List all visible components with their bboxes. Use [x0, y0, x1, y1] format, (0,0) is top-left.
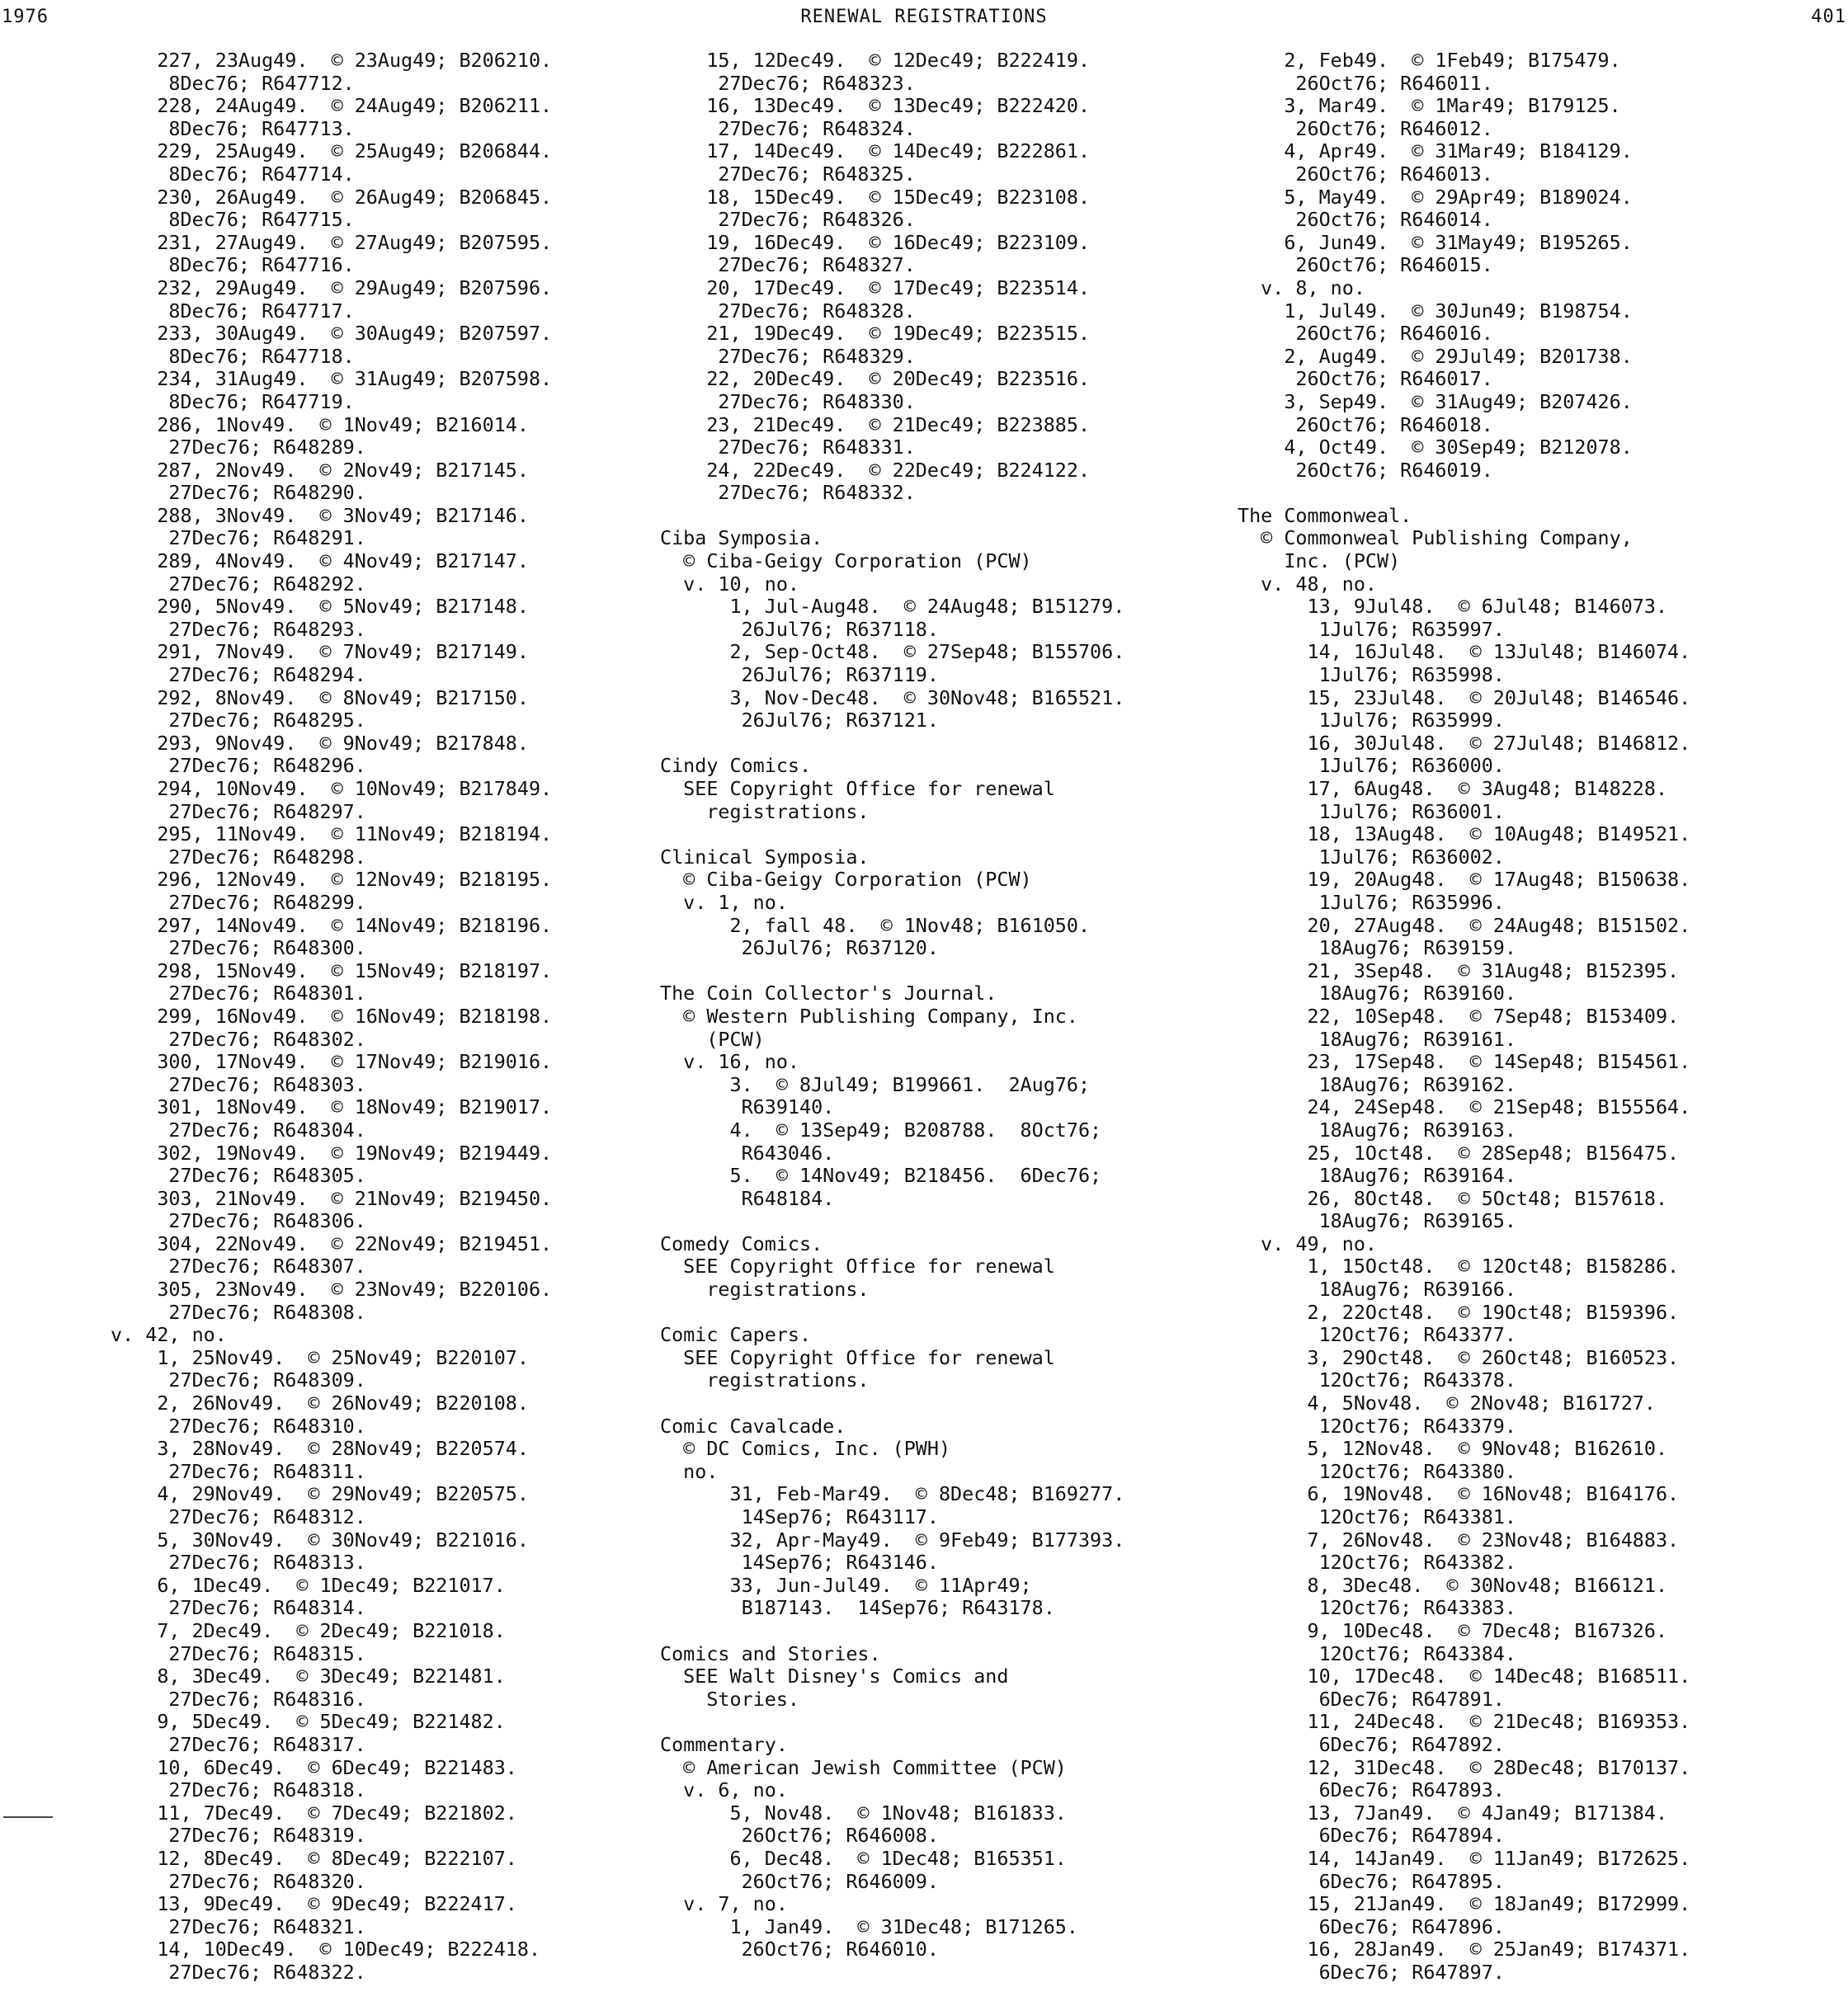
entry-line: 13, 9Jul48. © 6Jul48; B146073. [1238, 595, 1668, 619]
entry-line: 27Dec76; R648290. [111, 481, 366, 505]
entry-line: 298, 15Nov49. © 15Nov49; B218197. [111, 958, 553, 982]
entry-line: 18Aug76; R639161. [1238, 1027, 1516, 1051]
entry-line: 231, 27Aug49. © 27Aug49; B207595. [111, 230, 553, 254]
entry-line: 15, 21Jan49. © 18Jan49; B172999. [1238, 1892, 1691, 1916]
entry-line: 27Dec76; R648316. [111, 1687, 366, 1711]
entry-line: v. 8, no. [1238, 275, 1365, 299]
entry-line: 26Oct76; R646013. [1238, 162, 1493, 186]
entry-line: 17, 14Dec49. © 14Dec49; B222861. [660, 139, 1091, 163]
entry-line: 232, 29Aug49. © 29Aug49; B207596. [111, 275, 553, 299]
entry-line: 27Dec76; R648292. [111, 572, 366, 596]
entry-line: 289, 4Nov49. © 4Nov49; B217147. [111, 549, 529, 573]
entry-line: 27Dec76; R648299. [111, 890, 366, 914]
entry-line [660, 505, 1221, 528]
column-right [1238, 49, 1848, 1984]
entry-line: 27Dec76; R648330. [660, 389, 916, 413]
entry-line: 1Jul76; R636000. [1238, 754, 1505, 778]
entry-line: 27Dec76; R648329. [660, 344, 916, 368]
entry-line: 16, 13Dec49. © 13Dec49; B222420. [660, 94, 1091, 118]
entry-line: 26Oct76; R646012. [1238, 116, 1493, 140]
entry-line: 12Oct76; R643379. [1238, 1414, 1516, 1438]
entry-line: 10, 17Dec48. © 14Dec48; B168511. [1238, 1665, 1691, 1688]
entry-line: 8, 3Dec49. © 3Dec49; B221481. [111, 1665, 506, 1688]
entry-line: 2, Sep-Oct48. © 27Sep48; B155706. [660, 640, 1125, 664]
entry-line: 2, Aug49. © 29Jul49; B201738. [1238, 344, 1633, 368]
entry-line: 15, 12Dec49. © 12Dec49; B222419. [660, 49, 1091, 72]
entry-line: R648184. [660, 1186, 835, 1210]
entry-line: 27Dec76; R648302. [111, 1027, 366, 1051]
entry-line: 301, 18Nov49. © 18Nov49; B219017. [111, 1095, 553, 1119]
entry-line: 27Dec76; R648289. [111, 436, 366, 459]
entry-line: 27Dec76; R648320. [111, 1869, 366, 1893]
entry-line: 5. © 14Nov49; B218456. 6Dec76; [660, 1164, 1102, 1188]
entry-line: v. 10, no. [660, 572, 799, 596]
entry-line: 27Dec76; R648294. [111, 663, 366, 687]
entry-line: 26Jul76; R637120. [660, 936, 939, 960]
entry-line: 26Jul76; R637118. [660, 617, 939, 641]
entry-line: 18, 15Dec49. © 15Dec49; B223108. [660, 185, 1091, 209]
entry-line: 13, 9Dec49. © 9Dec49; B222417. [111, 1892, 517, 1916]
entry-line: © Commonweal Publishing Company, [1238, 526, 1633, 550]
entry-line [660, 732, 1221, 756]
entry-line: R639140. [660, 1095, 835, 1119]
entry-line: 12Oct76; R643382. [1238, 1551, 1516, 1575]
entry-line: 18Aug76; R639162. [1238, 1072, 1516, 1096]
entry-line: 304, 22Nov49. © 22Nov49; B219451. [111, 1231, 553, 1255]
entry-line: 24, 24Sep48. © 21Sep48; B155564. [1238, 1095, 1691, 1119]
page-number: 401 [1811, 7, 1846, 27]
entry-line: 2, Feb49. © 1Feb49; B175479. [1238, 49, 1621, 72]
entry-line: 27Dec76; R648304. [111, 1118, 366, 1142]
entry-line: 27Dec76; R648321. [111, 1914, 366, 1938]
entry-line: 12Oct76; R643381. [1238, 1505, 1516, 1528]
entry-line: 2, 22Oct48. © 19Oct48; B159396. [1238, 1300, 1680, 1324]
entry-line: 11, 24Dec48. © 21Dec48; B169353. [1238, 1710, 1691, 1734]
entry-line: 27Dec76; R648301. [111, 982, 366, 1005]
entry-line: 12Oct76; R643383. [1238, 1596, 1516, 1620]
entry-line: SEE Copyright Office for renewal [660, 777, 1055, 800]
entry-line: v. 16, no. [660, 1050, 799, 1074]
entry-line: 27Dec76; R648317. [111, 1732, 366, 1756]
entry-line: 26Jul76; R637121. [660, 709, 939, 732]
entry-line: 297, 14Nov49. © 14Nov49; B218196. [111, 913, 553, 937]
margin-mark [3, 1816, 53, 1818]
entry-line: 227, 23Aug49. © 23Aug49; B206210. [111, 49, 553, 72]
entry-line: 27Dec76; R648303. [111, 1072, 366, 1096]
entry-line: 26Jul76; R637119. [660, 663, 939, 687]
entry-line: 18Aug76; R639166. [1238, 1278, 1516, 1302]
entry-line: 302, 19Nov49. © 19Nov49; B219449. [111, 1141, 553, 1165]
entry-line: 8Dec76; R647717. [111, 299, 355, 323]
entry-line: 6Dec76; R647894. [1238, 1824, 1505, 1848]
entry-line: 27Dec76; R648318. [111, 1778, 366, 1802]
entry-line: 19, 16Dec49. © 16Dec49; B223109. [660, 230, 1091, 254]
entry-line: 12Oct76; R643377. [1238, 1323, 1516, 1347]
entry-line: 26Oct76; R646018. [1238, 412, 1493, 436]
entry-line: 6Dec76; R647891. [1238, 1687, 1505, 1711]
entry-line [660, 823, 1221, 846]
entry-line: 14, 16Jul48. © 13Jul48; B146074. [1238, 640, 1691, 664]
entry-line: 6Dec76; R647892. [1238, 1732, 1505, 1756]
entry-line: 26Oct76; R646011. [1238, 71, 1493, 95]
entry-line: 1Jul76; R635997. [1238, 617, 1505, 641]
entry-line: 1Jul76; R635996. [1238, 890, 1505, 914]
entry-line: 14, 14Jan49. © 11Jan49; B172625. [1238, 1846, 1691, 1870]
entry-line: 22, 20Dec49. © 20Dec49; B223516. [660, 367, 1091, 391]
entry-line: 31, Feb-Mar49. © 8Dec48; B169277. [660, 1482, 1125, 1506]
entry-line: © Ciba-Geigy Corporation (PCW) [660, 868, 1032, 892]
entry-line: v. 1, no. [660, 890, 788, 914]
entry-line: The Coin Collector's Journal. [660, 982, 997, 1005]
entry-line: SEE Copyright Office for renewal [660, 1255, 1055, 1279]
entry-line [660, 1620, 1221, 1643]
entry-line: 22, 10Sep48. © 7Sep48; B153409. [1238, 1004, 1680, 1028]
entry-line: 5, Nov48. © 1Nov48; B161833. [660, 1801, 1067, 1825]
entry-line [660, 1392, 1221, 1415]
entry-line: 27Dec76; R648310. [111, 1414, 366, 1438]
entry-line: 10, 6Dec49. © 6Dec49; B221483. [111, 1755, 517, 1779]
entry-line: 1Jul76; R635999. [1238, 709, 1505, 732]
entry-line: 20, 17Dec49. © 17Dec49; B223514. [660, 275, 1091, 299]
entry-line: 24, 22Dec49. © 22Dec49; B224122. [660, 458, 1091, 482]
entry-line: 27Dec76; R648296. [111, 754, 366, 778]
entry-line: 4, 29Nov49. © 29Nov49; B220575. [111, 1482, 529, 1506]
entry-line: 18Aug76; R639165. [1238, 1209, 1516, 1233]
entry-line: 27Dec76; R648327. [660, 253, 916, 277]
entry-line: 8Dec76; R647716. [111, 253, 355, 277]
entry-line: 12Oct76; R643384. [1238, 1641, 1516, 1665]
entry-line: 27Dec76; R648325. [660, 162, 916, 186]
entry-line: 9, 5Dec49. © 5Dec49; B221482. [111, 1710, 506, 1734]
entry-line: 228, 24Aug49. © 24Aug49; B206211. [111, 94, 553, 118]
entry-line: 5, 30Nov49. © 30Nov49; B221016. [111, 1528, 529, 1552]
entry-line: 8Dec76; R647719. [111, 389, 355, 413]
entry-line: 299, 16Nov49. © 16Nov49; B218198. [111, 1004, 553, 1028]
entry-line: 5, 12Nov48. © 9Nov48; B162610. [1238, 1437, 1668, 1461]
entry-line: 296, 12Nov49. © 12Nov49; B218195. [111, 868, 553, 892]
entry-line: 6, 19Nov48. © 16Nov48; B164176. [1238, 1482, 1680, 1506]
entry-line: 233, 30Aug49. © 30Aug49; B207597. [111, 322, 553, 346]
entry-line: © DC Comics, Inc. (PWH) [660, 1437, 951, 1461]
entry-line: 27Dec76; R648326. [660, 208, 916, 232]
entry-line: 27Dec76; R648314. [111, 1596, 366, 1620]
entry-line: 27Dec76; R648315. [111, 1641, 366, 1665]
entry-line: 8Dec76; R647715. [111, 208, 355, 232]
entry-line [660, 1302, 1221, 1325]
entry-line: 18Aug76; R639160. [1238, 982, 1516, 1005]
column-left [111, 49, 688, 1984]
entry-line: R643046. [660, 1141, 835, 1165]
entry-line: 303, 21Nov49. © 21Nov49; B219450. [111, 1186, 553, 1210]
entry-line: 27Dec76; R648308. [111, 1300, 366, 1324]
entry-line: 4, Oct49. © 30Sep49; B212078. [1238, 436, 1633, 459]
entry-line: 26Oct76; R646014. [1238, 208, 1493, 232]
entry-line: 1Jul76; R635998. [1238, 663, 1505, 687]
entry-line: 26, 8Oct48. © 5Oct48; B157618. [1238, 1186, 1668, 1210]
entry-line: 7, 26Nov48. © 23Nov48; B164883. [1238, 1528, 1680, 1552]
entry-line: 23, 17Sep48. © 14Sep48; B154561. [1238, 1050, 1691, 1074]
entry-line: 33, Jun-Jul49. © 11Apr49; [660, 1573, 1032, 1597]
entry-line: 19, 20Aug48. © 17Aug48; B150638. [1238, 868, 1691, 892]
entry-line: 293, 9Nov49. © 9Nov49; B217848. [111, 731, 529, 755]
entry-line: SEE Copyright Office for renewal [660, 1345, 1055, 1369]
entry-line: 27Dec76; R648311. [111, 1459, 366, 1483]
entry-line: SEE Walt Disney's Comics and [660, 1665, 1009, 1688]
entry-line: 26Oct76; R646017. [1238, 367, 1493, 391]
entry-line: 27Dec76; R648331. [660, 436, 916, 459]
entry-line: 3, Nov-Dec48. © 30Nov48; B165521. [660, 685, 1125, 709]
entry-line: 8Dec76; R647713. [111, 116, 355, 140]
entry-line: 16, 30Jul48. © 27Jul48; B146812. [1238, 731, 1691, 755]
entry-line: B187143. 14Sep76; R643178. [660, 1596, 1055, 1620]
entry-line: 1, Jul49. © 30Jun49; B198754. [1238, 299, 1633, 323]
entry-line: 295, 11Nov49. © 11Nov49; B218194. [111, 822, 553, 846]
entry-line: 11, 7Dec49. © 7Dec49; B221802. [111, 1801, 517, 1825]
entry-line: 27Dec76; R648291. [111, 526, 366, 550]
entry-line: 229, 25Aug49. © 25Aug49; B206844. [111, 139, 553, 163]
entry-line: 27Dec76; R648300. [111, 936, 366, 960]
entry-line: 305, 23Nov49. © 23Nov49; B220106. [111, 1278, 553, 1302]
entry-line: 3. © 8Jul49; B199661. 2Aug76; [660, 1072, 1091, 1096]
entry-line: 1, 15Oct48. © 12Oct48; B158286. [1238, 1255, 1680, 1279]
entry-line: 6Dec76; R647897. [1238, 1960, 1505, 1984]
entry-line: 8Dec76; R647714. [111, 162, 355, 186]
entry-line: 27Dec76; R648309. [111, 1368, 366, 1392]
entry-line: 27Dec76; R648306. [111, 1209, 366, 1233]
entry-line: 12, 8Dec49. © 8Dec49; B222107. [111, 1846, 517, 1870]
entry-line: 8Dec76; R647718. [111, 344, 355, 368]
entry-line: 1Jul76; R636002. [1238, 845, 1505, 869]
entry-line: 291, 7Nov49. © 7Nov49; B217149. [111, 640, 529, 664]
entry-line: registrations. [660, 799, 870, 823]
entry-line: 18Aug76; R639159. [1238, 936, 1516, 960]
entry-line: © American Jewish Committee (PCW) [660, 1755, 1067, 1779]
entry-line: 13, 7Jan49. © 4Jan49; B171384. [1238, 1801, 1668, 1825]
entry-line: v. 7, no. [660, 1892, 788, 1916]
entry-line: v. 48, no. [1238, 572, 1377, 596]
entry-line: 18Aug76; R639163. [1238, 1118, 1516, 1142]
entry-line: 7, 2Dec49. © 2Dec49; B221018. [111, 1618, 506, 1642]
page-title: RENEWAL REGISTRATIONS [800, 7, 1048, 27]
entry-line: 1, Jan49. © 31Dec48; B171265. [660, 1914, 1078, 1938]
entry-line: 6Dec76; R647895. [1238, 1869, 1505, 1893]
entry-line: 234, 31Aug49. © 31Aug49; B207598. [111, 367, 553, 391]
entry-line: © Western Publishing Company, Inc. [660, 1004, 1078, 1028]
page-year: 1976 [2, 7, 49, 27]
entry-line: 3, 28Nov49. © 28Nov49; B220574. [111, 1437, 529, 1461]
entry-line: Cindy Comics. [660, 754, 812, 778]
column-middle [660, 49, 1221, 1961]
entry-line: 3, Sep49. © 31Aug49; B207426. [1238, 389, 1633, 413]
entry-line: Comic Cavalcade. [660, 1414, 846, 1438]
entry-line: 286, 1Nov49. © 1Nov49; B216014. [111, 412, 529, 436]
entry-line: 23, 21Dec49. © 21Dec49; B223885. [660, 412, 1091, 436]
entry-line: v. 6, no. [660, 1778, 788, 1802]
entry-line [660, 1711, 1221, 1734]
entry-line: 5, May49. © 29Apr49; B189024. [1238, 185, 1633, 209]
entry-line: v. 42, no. [111, 1323, 227, 1347]
entry-line: 27Dec76; R648328. [660, 299, 916, 323]
entry-line: 1, Jul-Aug48. © 24Aug48; B151279. [660, 595, 1125, 619]
entry-line: 27Dec76; R648323. [660, 71, 916, 95]
entry-line: 27Dec76; R648313. [111, 1551, 366, 1575]
entry-line: 26Oct76; R646009. [660, 1869, 939, 1893]
entry-line: 21, 3Sep48. © 31Aug48; B152395. [1238, 958, 1680, 982]
entry-line: 230, 26Aug49. © 26Aug49; B206845. [111, 185, 553, 209]
entry-line: 27Dec76; R648295. [111, 709, 366, 732]
entry-line: Ciba Symposia. [660, 526, 823, 550]
entry-line: 12Oct76; R643378. [1238, 1368, 1516, 1392]
entry-line: Clinical Symposia. [660, 845, 870, 869]
entry-line: 27Dec76; R648298. [111, 845, 366, 869]
entry-line: 26Oct76; R646010. [660, 1938, 939, 1961]
entry-line: 2, fall 48. © 1Nov48; B161050. [660, 913, 1091, 937]
entry-line: 1, 25Nov49. © 25Nov49; B220107. [111, 1345, 529, 1369]
entry-line: 300, 17Nov49. © 17Nov49; B219016. [111, 1050, 553, 1074]
entry-line: 18Aug76; R639164. [1238, 1164, 1516, 1188]
entry-line: Inc. (PCW) [1238, 549, 1401, 573]
entry-line: 27Dec76; R648319. [111, 1824, 366, 1848]
entry-line: 14Sep76; R643146. [660, 1551, 939, 1575]
entry-line: 287, 2Nov49. © 2Nov49; B217145. [111, 458, 529, 482]
entry-line: 26Oct76; R646016. [1238, 322, 1493, 346]
entry-line: 26Oct76; R646019. [1238, 458, 1493, 482]
entry-line: 6, 1Dec49. © 1Dec49; B221017. [111, 1573, 506, 1597]
entry-line: 14, 10Dec49. © 10Dec49; B222418. [111, 1938, 541, 1961]
entry-line: 6, Jun49. © 31May49; B195265. [1238, 230, 1633, 254]
entry-line: 9, 10Dec48. © 7Dec48; B167326. [1238, 1618, 1668, 1642]
entry-line [660, 960, 1221, 983]
entry-line: 6Dec76; R647893. [1238, 1778, 1505, 1802]
entry-line: 12, 31Dec48. © 28Dec48; B170137. [1238, 1755, 1691, 1779]
entry-line: Commentary. [660, 1732, 788, 1756]
entry-line: 25, 1Oct48. © 28Sep48; B156475. [1238, 1141, 1680, 1165]
entry-line: 14Sep76; R643117. [660, 1505, 939, 1528]
entry-line: 2, 26Nov49. © 26Nov49; B220108. [111, 1392, 529, 1415]
entry-line: 294, 10Nov49. © 10Nov49; B217849. [111, 777, 553, 800]
entry-line: The Commonweal. [1238, 503, 1412, 527]
entry-line: 27Dec76; R648293. [111, 617, 366, 641]
entry-line: 17, 6Aug48. © 3Aug48; B148228. [1238, 777, 1668, 800]
entry-line: v. 49, no. [1238, 1231, 1377, 1255]
entry-line: no. [660, 1459, 719, 1483]
entry-line: 4. © 13Sep49; B208788. 8Oct76; [660, 1118, 1102, 1142]
entry-line: 6Dec76; R647896. [1238, 1914, 1505, 1938]
entry-line: 12Oct76; R643380. [1238, 1459, 1516, 1483]
entry-line: 292, 8Nov49. © 8Nov49; B217150. [111, 685, 529, 709]
entry-line: 288, 3Nov49. © 3Nov49; B217146. [111, 503, 529, 527]
entry-line: 290, 5Nov49. © 5Nov49; B217148. [111, 595, 529, 619]
entry-line: 27Dec76; R648322. [111, 1960, 366, 1984]
entry-line: 27Dec76; R648312. [111, 1505, 366, 1528]
entry-line: 4, 5Nov48. © 2Nov48; B161727. [1238, 1392, 1656, 1415]
entry-line: 26Oct76; R646015. [1238, 253, 1493, 277]
entry-line: 27Dec76; R648305. [111, 1164, 366, 1188]
entry-line: 27Dec76; R648332. [660, 481, 916, 505]
entry-line: 16, 28Jan49. © 25Jan49; B174371. [1238, 1938, 1691, 1961]
entry-line: Comic Capers. [660, 1323, 812, 1347]
entry-line: 27Dec76; R648324. [660, 116, 916, 140]
entry-line: 27Dec76; R648307. [111, 1255, 366, 1279]
entry-line: 15, 23Jul48. © 20Jul48; B146546. [1238, 685, 1691, 709]
entry-line: 21, 19Dec49. © 19Dec49; B223515. [660, 322, 1091, 346]
entry-line: 8, 3Dec48. © 30Nov48; B166121. [1238, 1573, 1668, 1597]
entry-line: 26Oct76; R646008. [660, 1824, 939, 1848]
page-header [0, 5, 1848, 30]
entry-line: 4, Apr49. © 31Mar49; B184129. [1238, 139, 1633, 163]
entry-line: 1Jul76; R636001. [1238, 799, 1505, 823]
entry-line: 3, 29Oct48. © 26Oct48; B160523. [1238, 1345, 1680, 1369]
entry-line: 3, Mar49. © 1Mar49; B179125. [1238, 94, 1621, 118]
entry-line: 32, Apr-May49. © 9Feb49; B177393. [660, 1528, 1125, 1552]
entry-line: 6, Dec48. © 1Dec48; B165351. [660, 1846, 1067, 1870]
entry-line [1238, 482, 1848, 505]
entry-line: registrations. [660, 1278, 870, 1302]
entry-line: Comedy Comics. [660, 1231, 823, 1255]
entry-line: 8Dec76; R647712. [111, 71, 355, 95]
entry-line: (PCW) [660, 1027, 765, 1051]
entry-line: 27Dec76; R648297. [111, 799, 366, 823]
entry-line: Stories. [660, 1687, 799, 1711]
entry-line: Comics and Stories. [660, 1641, 881, 1665]
entry-line: 18, 13Aug48. © 10Aug48; B149521. [1238, 822, 1691, 846]
entry-line: registrations. [660, 1368, 870, 1392]
entry-line: 20, 27Aug48. © 24Aug48; B151502. [1238, 913, 1691, 937]
entry-line: © Ciba-Geigy Corporation (PCW) [660, 549, 1032, 573]
entry-line [660, 1210, 1221, 1233]
